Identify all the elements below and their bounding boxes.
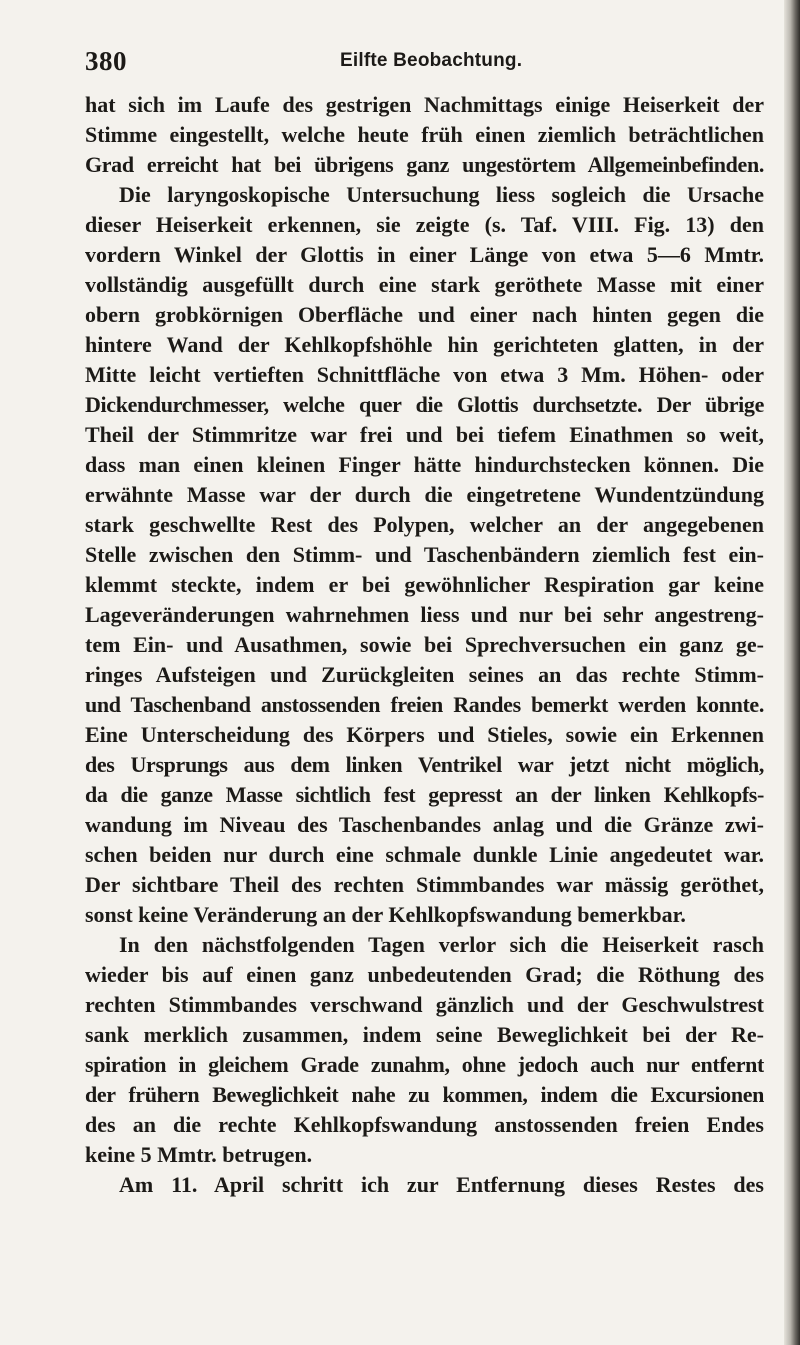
text-line: vollständig ausgefüllt durch eine stark geröthete Masse mit einer [85,272,764,297]
text-line: obern grobkörnigen Oberfläche und einer nach hinten gegen die [85,302,764,327]
page-number: 380 [85,46,127,76]
text-line: sank merklich zusammen, indem seine Beweglichkeit bei der Re- [85,1022,764,1047]
text-line: sonst keine Veränderung an der Kehlkopfswandung bemerkbar. [85,902,686,927]
page-spine-shadow [784,0,800,1345]
text-line: Grad erreicht hat bei übrigens ganz ungestörtem Allgemeinbefinden. [85,152,764,177]
text-line: wandung im Niveau des Taschenbandes anlag und die Gränze zwi- [85,812,764,837]
text-line: Eine Unterscheidung des Körpers und Stieles, sowie ein Erkennen [85,722,764,747]
text-line: schen beiden nur durch eine schmale dunkle Linie angedeutet war. [85,842,764,867]
text-line: dass man einen kleinen Finger hätte hindurchstecken können. Die [85,452,764,477]
text-line: Mitte leicht vertieften Schnittfläche von etwa 3 Mm. Höhen- oder [85,362,764,387]
text-line: des Ursprungs aus dem linken Ventrikel war jetzt nicht möglich, [85,752,764,777]
text-line: Theil der Stimmritze war frei und bei tiefem Einathmen so weit, [85,422,764,447]
text-line: Stimme eingestellt, welche heute früh einen ziemlich beträchtlichen [85,122,764,147]
text-line: wieder bis auf einen ganz unbedeutenden Grad; die Röthung des [85,962,764,987]
running-head: Eilfte Beobachtung. [340,50,523,71]
text-line: Lageveränderungen wahrnehmen liess und nur bei sehr angestreng- [85,602,764,627]
text-line: In den nächstfolgenden Tagen verlor sich die Heiserkeit rasch [119,932,764,957]
text-line: vordern Winkel der Glottis in einer Länge von etwa 5—6 Mmtr. [85,242,764,267]
text-line: dieser Heiserkeit erkennen, sie zeigte (s. Taf. VIII. Fig. 13) den [85,212,764,237]
text-line: da die ganze Masse sichtlich fest gepresst an der linken Kehlkopfs- [85,782,764,807]
text-line: stark geschwellte Rest des Polypen, welcher an der angegebenen [85,512,764,537]
text-line: rechten Stimmbandes verschwand gänzlich und der Geschwulstrest [85,992,764,1017]
text-line: hat sich im Laufe des gestrigen Nachmittags einige Heiserkeit der [85,92,764,117]
text-line: des an die rechte Kehlkopfswandung anstossenden freien Endes [85,1112,764,1137]
text-line: klemmt steckte, indem er bei gewöhnlicher Respiration gar keine [85,572,764,597]
page-header [85,46,765,78]
text-line: Dickendurchmesser, welche quer die Glottis durchsetzte. Der übrige [85,392,764,417]
text-line: Am 11. April schritt ich zur Entfernung dieses Restes des [119,1172,764,1197]
text-line: ringes Aufsteigen und Zurückgleiten seines an das rechte Stimm- [85,662,764,687]
text-line: erwähnte Masse war der durch die eingetretene Wundentzündung [85,482,764,507]
text-line: Die laryngoskopische Untersuchung liess sogleich die Ursache [119,182,764,207]
text-line: spiration in gleichem Grade zunahm, ohne jedoch auch nur entfernt [85,1052,764,1077]
text-line: der frühern Beweglichkeit nahe zu kommen, indem die Excursionen [85,1082,764,1107]
text-line: Der sichtbare Theil des rechten Stimmbandes war mässig geröthet, [85,872,764,897]
body-text [85,90,764,1200]
text-line: hintere Wand der Kehlkopfshöhle hin gerichteten glatten, in der [85,332,764,357]
text-line: Stelle zwischen den Stimm- und Taschenbändern ziemlich fest ein- [85,542,764,567]
text-line: und Taschenband anstossenden freien Randes bemerkt werden konnte. [85,692,764,717]
text-line: keine 5 Mmtr. betrugen. [85,1142,313,1167]
text-line: tem Ein- und Ausathmen, sowie bei Sprechversuchen ein ganz ge- [85,632,764,657]
